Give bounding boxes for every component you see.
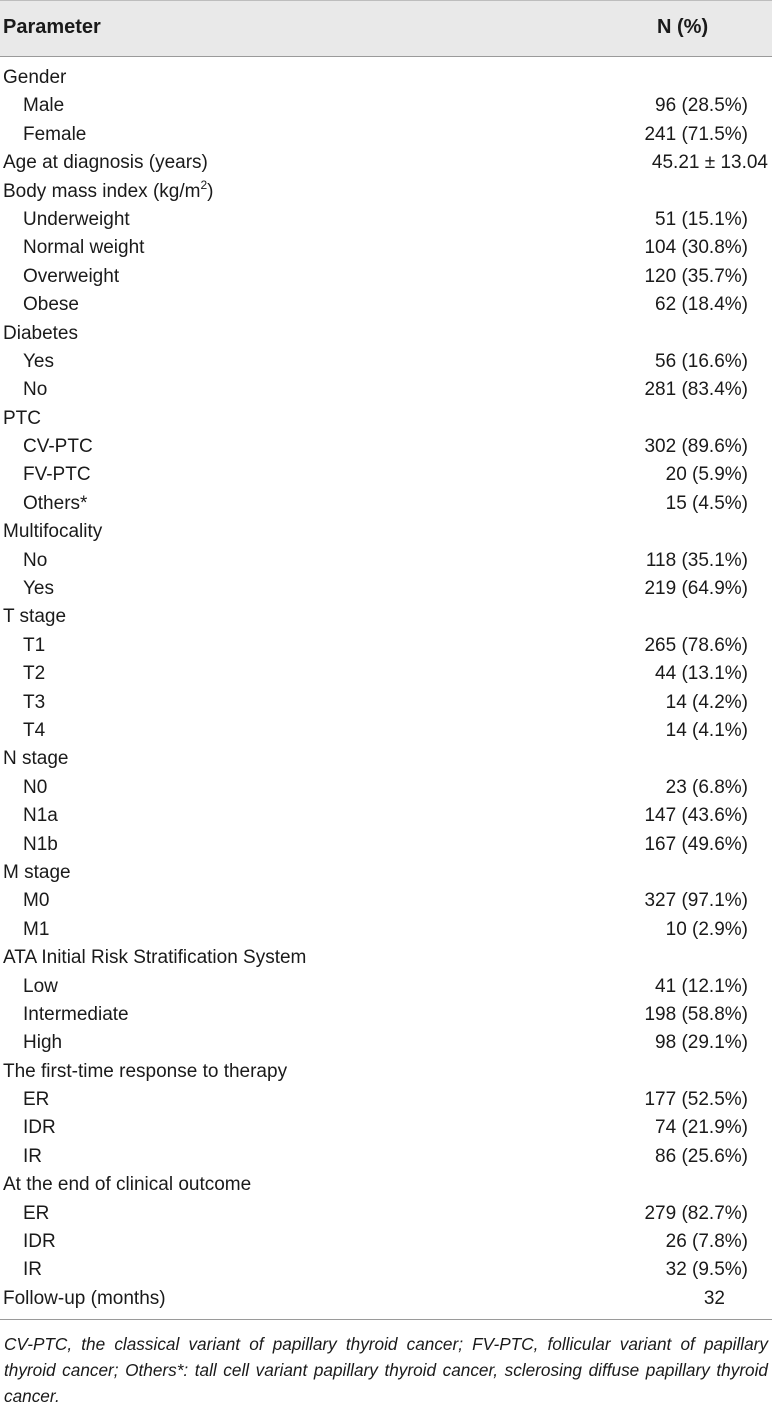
row-label-text: Age at diagnosis (years) — [3, 152, 208, 174]
row-label-text: M0 — [23, 890, 50, 912]
row-label — [3, 64, 66, 92]
row-label — [23, 376, 47, 404]
row-value: 96 (28.5%) — [655, 95, 748, 117]
row-label-text: N1a — [23, 805, 58, 827]
row-label — [3, 1171, 251, 1199]
table-row — [0, 887, 772, 915]
row-label — [23, 121, 86, 149]
row-label — [23, 1001, 129, 1029]
row-label — [23, 1228, 56, 1256]
row-label-text: Low — [23, 975, 58, 997]
table-group-row — [0, 603, 772, 631]
row-label-text: Follow-up (months) — [3, 1287, 166, 1309]
row-value: 14 (4.2%) — [665, 691, 748, 713]
row-label — [3, 405, 41, 433]
row-value: 302 (89.6%) — [644, 436, 748, 458]
row-label — [3, 320, 78, 348]
row-label-text: N stage — [3, 748, 69, 770]
row-label-text: Others* — [23, 492, 88, 514]
row-label-text: Body mass index (kg/m — [3, 180, 201, 202]
row-label — [23, 1143, 42, 1171]
table-body — [0, 57, 772, 1313]
row-label-text: T3 — [23, 691, 46, 713]
row-label-text: Male — [23, 95, 65, 117]
row-label — [23, 831, 58, 859]
row-value: 327 (97.1%) — [644, 890, 748, 912]
row-value: 32 — [703, 1287, 725, 1309]
table-row — [0, 916, 772, 944]
row-label-text: T stage — [3, 606, 67, 628]
table-row — [0, 1285, 772, 1313]
row-label-text: M1 — [23, 918, 50, 940]
table-group-row — [0, 944, 772, 972]
table-group-row — [0, 745, 772, 773]
row-label — [23, 263, 119, 291]
row-value: 15 (4.5%) — [665, 492, 748, 514]
table-row — [0, 348, 772, 376]
row-label — [3, 1285, 166, 1313]
table-row — [0, 376, 772, 404]
row-label-text: T4 — [23, 719, 46, 741]
table-row — [0, 831, 772, 859]
row-label — [3, 603, 66, 631]
row-label — [3, 1058, 287, 1086]
row-value: 198 (58.8%) — [644, 1003, 748, 1025]
row-label-text: Multifocality — [3, 521, 103, 543]
row-label-text: Obese — [23, 294, 79, 316]
row-label — [23, 461, 91, 489]
table-row — [0, 263, 772, 291]
table-row — [0, 433, 772, 461]
row-label — [3, 149, 208, 177]
row-label-text: Overweight — [23, 265, 120, 287]
row-value: 98 (29.1%) — [655, 1032, 748, 1054]
row-label — [23, 490, 87, 518]
row-value: 118 (35.1%) — [645, 549, 748, 571]
row-value: 41 (12.1%) — [655, 975, 748, 997]
row-value: 167 (49.6%) — [644, 833, 748, 855]
table-row — [0, 717, 772, 745]
row-value: 104 (30.8%) — [644, 237, 748, 259]
row-label — [23, 1086, 49, 1114]
row-value: 23 (6.8%) — [665, 776, 748, 798]
table-row — [0, 774, 772, 802]
row-value: 74 (21.9%) — [655, 1117, 748, 1139]
row-value: 20 (5.9%) — [665, 464, 748, 486]
table-group-row — [0, 859, 772, 887]
row-label-text: IDR — [23, 1231, 56, 1253]
row-label-text: Yes — [23, 350, 54, 372]
row-label-text: The first-time response to therapy — [3, 1060, 288, 1082]
row-label — [23, 802, 58, 830]
row-label-text: ATA Initial Risk Stratification System — [3, 947, 307, 969]
row-label — [3, 518, 102, 546]
table-row — [0, 1001, 772, 1029]
row-label — [23, 774, 47, 802]
row-label-text: ER — [23, 1202, 50, 1224]
row-label — [23, 1029, 62, 1057]
row-value: 241 (71.5%) — [644, 123, 748, 145]
table-header — [0, 0, 772, 57]
row-value: 62 (18.4%) — [655, 294, 748, 316]
row-label-text: At the end of clinical outcome — [3, 1174, 252, 1196]
row-label-text: IR — [23, 1259, 42, 1281]
table-row — [0, 1086, 772, 1114]
row-label — [23, 92, 64, 120]
table-group-row — [0, 178, 772, 206]
row-label-text: Gender — [3, 67, 67, 88]
row-label — [23, 689, 45, 717]
row-label — [3, 859, 71, 887]
row-value: 26 (7.8%) — [665, 1231, 748, 1253]
row-label — [23, 575, 54, 603]
row-label — [23, 916, 49, 944]
row-label — [23, 887, 49, 915]
row-label-text: FV-PTC — [23, 464, 91, 486]
row-value: 44 (13.1%) — [655, 663, 748, 685]
row-label — [23, 717, 45, 745]
row-label — [3, 944, 306, 972]
row-label-text: T2 — [23, 663, 46, 685]
row-label — [23, 206, 130, 234]
table-row — [0, 689, 772, 717]
row-label-text: IDR — [23, 1117, 56, 1139]
row-label-text: M stage — [3, 861, 71, 883]
table-row — [0, 660, 772, 688]
row-label-text: Female — [23, 123, 87, 145]
table-row — [0, 206, 772, 234]
row-label — [23, 973, 58, 1001]
table-row — [0, 1228, 772, 1256]
row-value: 45.21 ± 13.04 — [651, 152, 768, 174]
row-label — [23, 291, 79, 319]
table-group-row — [0, 64, 772, 92]
row-label — [23, 1256, 42, 1284]
table-footnote: CV-PTC, the classical variant of papillary thyroid cancer; FV-PTC, follicular variant of papillary thyroid cancer; Others*: tall cell variant papillary thyroid cancer, sclerosing diffuse papillary thyroid cancer. — [4, 1334, 768, 1407]
table-row — [0, 1029, 772, 1057]
row-label — [23, 234, 144, 262]
row-label — [23, 660, 45, 688]
table-group-row — [0, 405, 772, 433]
row-label-text: No — [23, 379, 48, 401]
row-label-text: Yes — [23, 578, 54, 600]
header-n-percent: N (%) — [657, 16, 709, 38]
row-label-text: Normal weight — [23, 237, 145, 259]
row-value: 265 (78.6%) — [644, 634, 748, 656]
row-label-superscript: 2 — [200, 177, 208, 192]
table-row — [0, 1143, 772, 1171]
row-label-text: N1b — [23, 833, 58, 855]
table-row — [0, 575, 772, 603]
row-label — [3, 178, 213, 206]
table-row — [0, 461, 772, 489]
table-row — [0, 490, 772, 518]
table-row — [0, 1256, 772, 1284]
row-label-text: T1 — [23, 634, 46, 656]
row-value: 86 (25.6%) — [655, 1145, 748, 1167]
row-label-text: CV-PTC — [23, 436, 93, 458]
table-row — [0, 291, 772, 319]
row-value: 10 (2.9%) — [665, 918, 748, 940]
row-value: 120 (35.7%) — [644, 265, 748, 287]
row-label — [3, 745, 68, 773]
row-value: 219 (64.9%) — [644, 578, 748, 600]
header-parameter: Parameter — [3, 16, 101, 38]
row-label — [23, 1114, 56, 1142]
row-label-text: Intermediate — [23, 1003, 129, 1025]
row-value: 177 (52.5%) — [644, 1089, 748, 1111]
row-label-text: Underweight — [23, 208, 130, 230]
row-label-text: N0 — [23, 776, 48, 798]
table-row — [0, 1114, 772, 1142]
row-label-text: ER — [23, 1089, 50, 1111]
table-row — [0, 92, 772, 120]
row-value: 51 (15.1%) — [655, 208, 748, 230]
row-label-text: Diabetes — [3, 322, 78, 344]
row-label — [23, 348, 54, 376]
row-value: 147 (43.6%) — [644, 805, 748, 827]
row-label — [23, 433, 93, 461]
row-value: 14 (4.1%) — [665, 719, 748, 741]
table-row — [0, 121, 772, 149]
row-label-suffix: ) — [207, 180, 214, 202]
table-row — [0, 802, 772, 830]
table-row — [0, 234, 772, 262]
row-label — [23, 1200, 49, 1228]
table-group-row — [0, 1171, 772, 1199]
table-row — [0, 1200, 772, 1228]
row-label — [23, 632, 45, 660]
table-group-row — [0, 1058, 772, 1086]
row-value: 32 (9.5%) — [665, 1259, 748, 1281]
row-label-text: No — [23, 549, 48, 571]
row-value: 56 (16.6%) — [655, 350, 748, 372]
row-label-text: High — [23, 1032, 63, 1054]
row-value: 281 (83.4%) — [644, 379, 748, 401]
table-row — [0, 632, 772, 660]
table-row — [0, 149, 772, 177]
row-label-text: IR — [23, 1145, 42, 1167]
table-group-row — [0, 518, 772, 546]
row-label — [23, 547, 47, 575]
row-label-text: PTC — [3, 407, 41, 429]
table-row — [0, 547, 772, 575]
table-row — [0, 973, 772, 1001]
row-value: 279 (82.7%) — [644, 1202, 748, 1224]
table-group-row — [0, 320, 772, 348]
